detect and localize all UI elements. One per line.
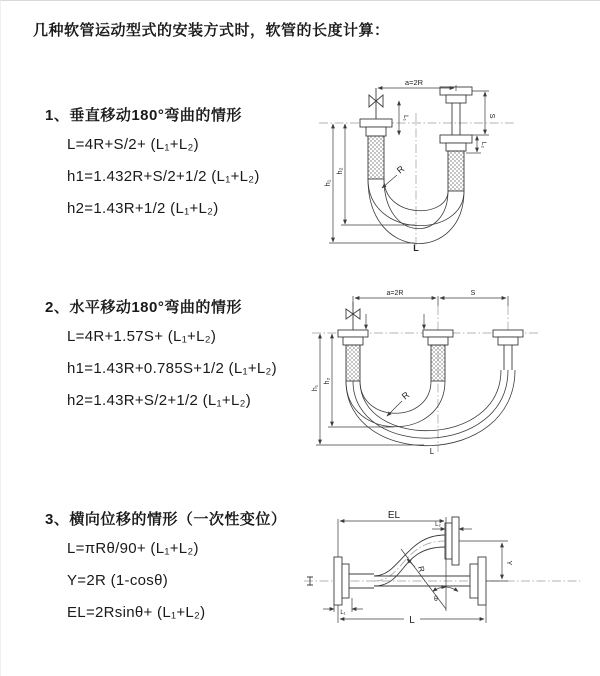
radius-line bbox=[401, 549, 446, 609]
label-stroke: S bbox=[470, 290, 476, 297]
label-h1: h₁ bbox=[312, 384, 319, 392]
section-1-formula-h2: h2=1.43R+1/2 (L₁+L₂) bbox=[67, 200, 219, 217]
section-1-formula-L: L=4R+S/2+ (L₁+L₂) bbox=[67, 136, 199, 153]
right-lower-flange bbox=[470, 557, 486, 605]
label-length: L bbox=[409, 615, 415, 626]
section-2-formula-h1: h1=1.43R+0.785S+1/2 (L₁+L₂) bbox=[67, 360, 277, 377]
label-h1: h₁ bbox=[323, 179, 332, 187]
section-2-formula-h2: h2=1.43R+S/2+1/2 (L₁+L₂) bbox=[67, 392, 252, 409]
section-1-heading: 1、垂直移动180°弯曲的情形 bbox=[45, 107, 242, 124]
label-h2: h₂ bbox=[324, 377, 331, 385]
label-span: a=2R bbox=[404, 78, 424, 87]
valve-icon bbox=[369, 88, 383, 119]
label-el: EL bbox=[387, 510, 401, 521]
upper-right-flange bbox=[445, 517, 459, 565]
section-2-formula-L: L=4R+1.57S+ (L₁+L₂) bbox=[67, 328, 217, 345]
diagram-horizontal-180-bend bbox=[306, 284, 546, 459]
braided-hose-section bbox=[431, 345, 445, 381]
label-length: L bbox=[429, 447, 435, 456]
label-l2: L₂ bbox=[480, 141, 487, 149]
section-1-formula-h1: h1=1.432R+S/2+1/2 (L₁+L₂) bbox=[67, 168, 260, 185]
radius-leader bbox=[387, 401, 402, 416]
section-2-heading: 2、水平移动180°弯曲的情形 bbox=[45, 299, 242, 316]
right-flange-lower bbox=[440, 135, 472, 151]
label-radius: R bbox=[394, 163, 407, 176]
label-radius: R bbox=[399, 389, 412, 402]
hose-u-bends bbox=[346, 370, 515, 446]
section-3-formula-L: L=πRθ/90+ (L₁+L₂) bbox=[67, 540, 199, 557]
left-flange bbox=[338, 330, 368, 345]
label-span: a=2R bbox=[386, 290, 404, 297]
label-y: Y bbox=[505, 560, 512, 566]
label-l1: L₁ bbox=[340, 610, 346, 616]
braided-hose-section bbox=[346, 345, 360, 381]
label-stroke: S bbox=[488, 113, 497, 119]
page-title: 几种软管运动型式的安装方式时，软管的长度计算： bbox=[33, 22, 390, 39]
section-3-heading: 3、横向位移的情形（一次性变位） bbox=[45, 511, 287, 528]
braided-hose-section bbox=[368, 136, 384, 179]
section-3-formula-Y: Y=2R (1-cosθ) bbox=[67, 572, 169, 589]
label-l2: L₂ bbox=[435, 522, 441, 528]
label-l1: L₁ bbox=[402, 115, 409, 121]
left-flange bbox=[360, 119, 392, 136]
diagram-vertical-180-bend bbox=[311, 73, 531, 253]
angle-arc bbox=[433, 587, 446, 591]
label-length: L bbox=[413, 243, 419, 253]
label-radius: R bbox=[416, 565, 427, 574]
label-theta: θ bbox=[434, 596, 438, 603]
middle-flange bbox=[423, 330, 453, 345]
braided-hose-section bbox=[448, 151, 464, 191]
right-flange-upper bbox=[440, 87, 472, 135]
section-3-formula-EL: EL=2Rsinθ+ (L₁+L₂) bbox=[67, 604, 206, 621]
valve-icon bbox=[346, 302, 360, 330]
label-h2: h₂ bbox=[335, 167, 344, 175]
diagram-lateral-displacement bbox=[296, 501, 586, 651]
right-flange-displaced bbox=[493, 330, 523, 370]
angle-arc bbox=[446, 587, 458, 592]
